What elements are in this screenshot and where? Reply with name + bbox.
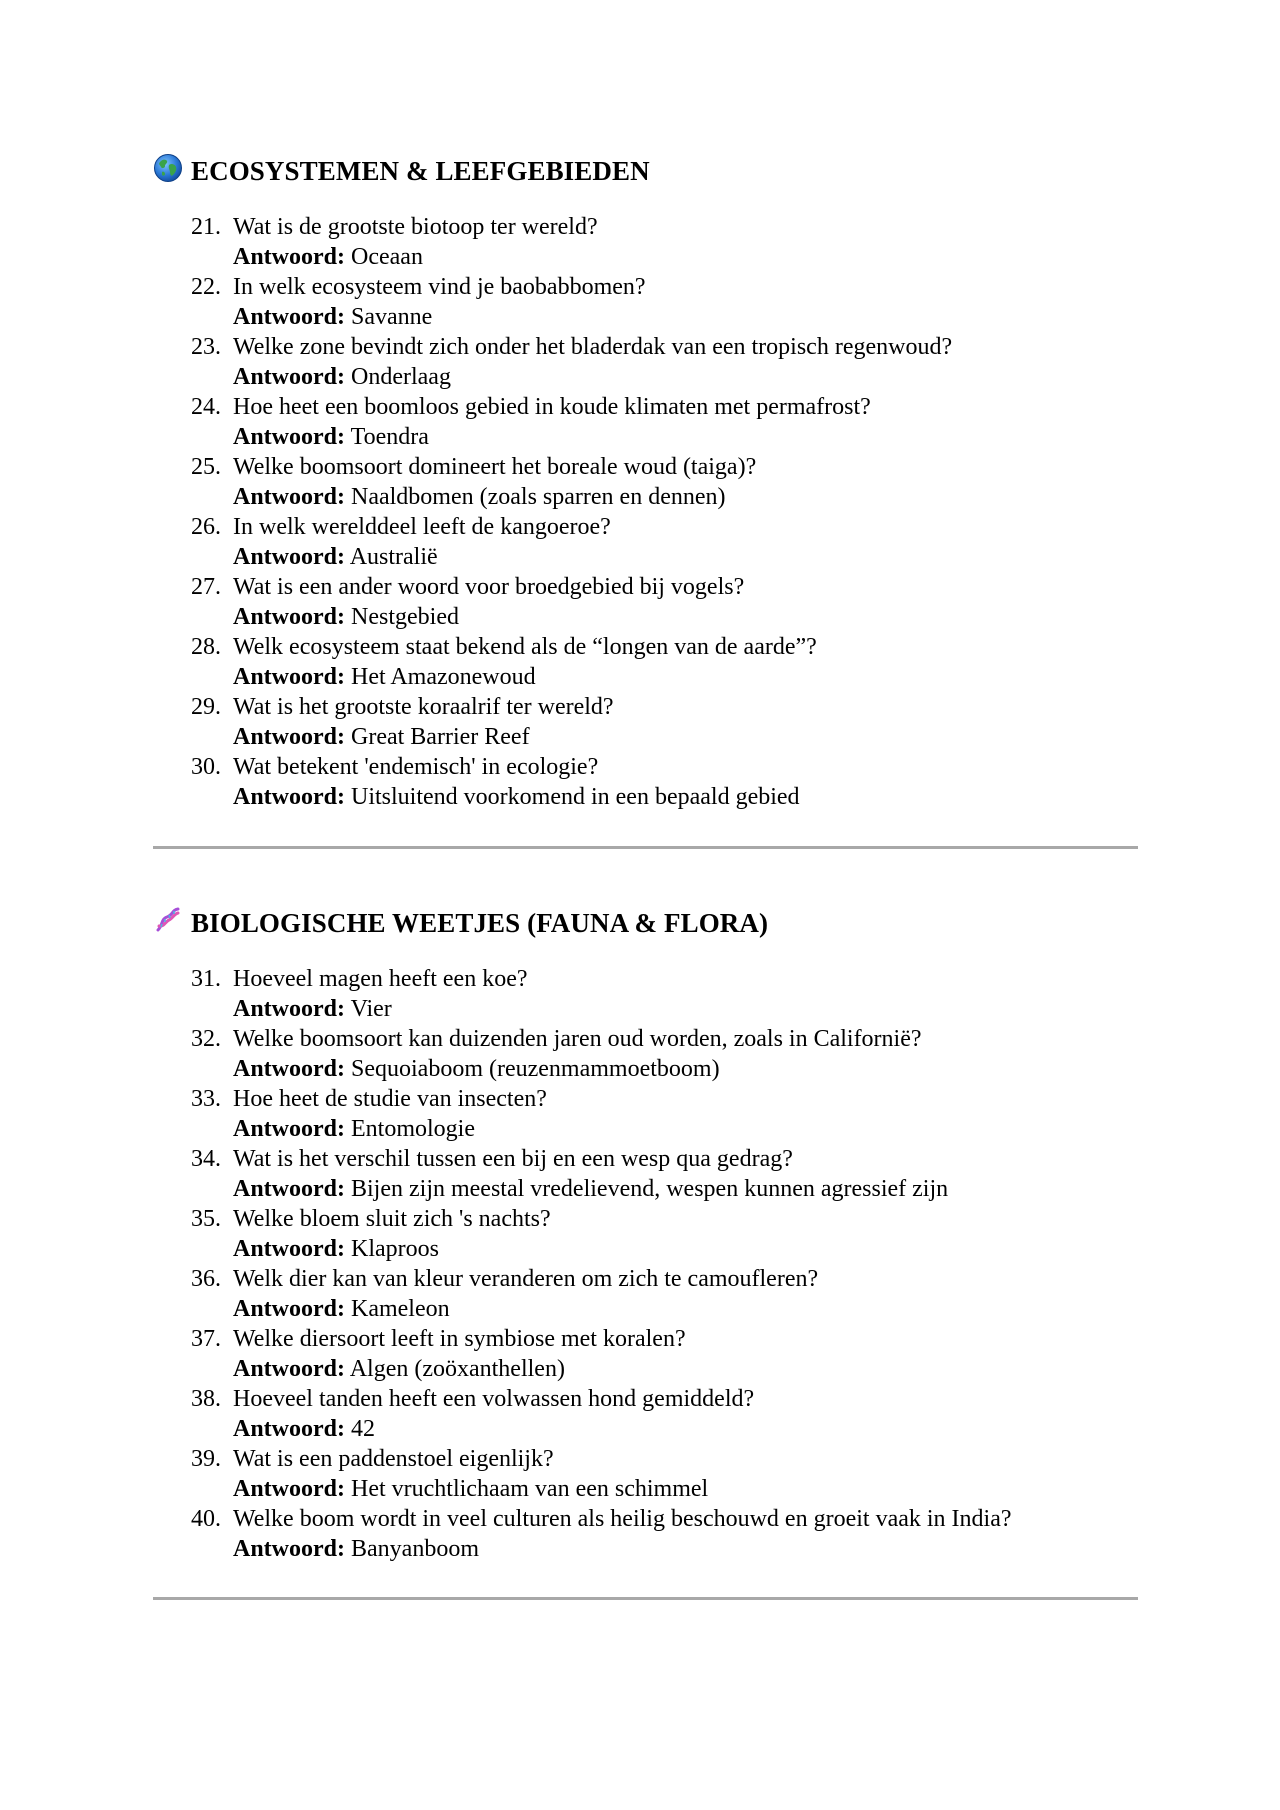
answer-text: Great Barrier Reef [351, 724, 530, 750]
question-number: 30. [191, 754, 221, 780]
answer-text: Naaldbomen (zoals sparren en dennen) [351, 484, 726, 510]
answer-label: Antwoord: [233, 1056, 345, 1082]
answer-label: Antwoord: [233, 1416, 345, 1442]
answer-text: Oceaan [351, 244, 423, 270]
qa-item [153, 1264, 1138, 1324]
section-title: ECOSYSTEMEN & LEEFGEBIEDEN [191, 155, 650, 186]
qa-item [153, 1204, 1138, 1264]
qa-item [153, 1444, 1138, 1504]
question-text: Hoe heet een boomloos gebied in koude klimaten met permafrost? [233, 394, 871, 420]
question-text: Hoe heet de studie van insecten? [233, 1086, 547, 1112]
answer-text: Banyanboom [351, 1536, 479, 1562]
qa-item [153, 332, 1138, 392]
qa-list [153, 212, 1138, 812]
dna-icon [153, 905, 183, 935]
answer-line [233, 1114, 1138, 1144]
answer-line [233, 602, 1138, 632]
question-text: Welk ecosysteem staat bekend als de “longen van de aarde”? [233, 634, 817, 660]
question-number: 28. [191, 634, 221, 660]
answer-label: Antwoord: [233, 1296, 345, 1322]
answer-line [233, 1174, 1138, 1204]
answer-label: Antwoord: [233, 996, 345, 1022]
question-number: 31. [191, 966, 221, 992]
question-text: Wat is een paddenstoel eigenlijk? [233, 1446, 554, 1472]
answer-label: Antwoord: [233, 424, 345, 450]
question-text: Welke bloem sluit zich 's nachts? [233, 1206, 551, 1232]
answer-text: Uitsluitend voorkomend in een bepaald gebied [351, 784, 800, 810]
answer-line [233, 1054, 1138, 1084]
answer-line [233, 542, 1138, 572]
answer-label: Antwoord: [233, 304, 345, 330]
answer-text: Onderlaag [351, 364, 451, 390]
answer-text: Sequoiaboom (reuzenmammoetboom) [351, 1056, 720, 1082]
question-text: Welke boomsoort kan duizenden jaren oud worden, zoals in Californië? [233, 1026, 922, 1052]
answer-label: Antwoord: [233, 544, 345, 570]
answer-text: Het Amazonewoud [351, 664, 536, 690]
qa-item [153, 572, 1138, 632]
answer-text: Australië [349, 544, 438, 570]
answer-line [233, 1534, 1138, 1564]
question-text: Wat is het grootste koraalrif ter wereld? [233, 694, 614, 720]
question-number: 29. [191, 694, 221, 720]
answer-text: Het vruchtlichaam van een schimmel [351, 1476, 709, 1502]
question-number: 40. [191, 1506, 221, 1532]
qa-item [153, 632, 1138, 692]
qa-item [153, 1024, 1138, 1084]
answer-line [233, 1474, 1138, 1504]
answer-label: Antwoord: [233, 484, 345, 510]
answer-text: Bijen zijn meestal vredelievend, wespen kunnen agressief zijn [351, 1176, 949, 1202]
question-text: Hoeveel tanden heeft een volwassen hond gemiddeld? [233, 1386, 755, 1412]
answer-text: Nestgebied [351, 604, 459, 630]
answer-label: Antwoord: [233, 784, 345, 810]
question-number: 38. [191, 1386, 221, 1412]
question-number: 36. [191, 1266, 221, 1292]
question-number: 23. [191, 334, 221, 360]
question-text: Welk dier kan van kleur veranderen om zich te camoufleren? [233, 1266, 819, 1292]
question-text: Welke diersoort leeft in symbiose met koralen? [233, 1326, 686, 1352]
question-number: 24. [191, 394, 221, 420]
qa-item [153, 1504, 1138, 1564]
answer-label: Antwoord: [233, 244, 345, 270]
question-number: 21. [191, 214, 221, 240]
answer-line [233, 662, 1138, 692]
section-heading [153, 146, 1138, 196]
answer-label: Antwoord: [233, 1176, 345, 1202]
globe-icon [153, 153, 183, 183]
answer-line [233, 482, 1138, 512]
answer-label: Antwoord: [233, 1356, 345, 1382]
answer-text: Vier [350, 996, 392, 1022]
answer-line [233, 362, 1138, 392]
question-text: In welk werelddeel leeft de kangoeroe? [233, 514, 611, 540]
question-number: 26. [191, 514, 221, 540]
answer-text: Klaproos [351, 1236, 439, 1262]
answer-line [233, 422, 1138, 452]
question-number: 32. [191, 1026, 221, 1052]
horizontal-divider [153, 1597, 1138, 1600]
question-text: In welk ecosysteem vind je baobabbomen? [233, 274, 646, 300]
answer-text: Entomologie [351, 1116, 475, 1142]
answer-label: Antwoord: [233, 1236, 345, 1262]
answer-text: Savanne [351, 304, 433, 330]
answer-line [233, 302, 1138, 332]
qa-item [153, 964, 1138, 1024]
question-text: Welke zone bevindt zich onder het bladerdak van een tropisch regenwoud? [233, 334, 953, 360]
question-number: 39. [191, 1446, 221, 1472]
qa-item [153, 1144, 1138, 1204]
qa-item [153, 392, 1138, 452]
question-text: Welke boom wordt in veel culturen als heilig beschouwd en groeit vaak in India? [233, 1506, 1012, 1532]
qa-item [153, 1384, 1138, 1444]
question-number: 27. [191, 574, 221, 600]
question-text: Welke boomsoort domineert het boreale woud (taiga)? [233, 454, 757, 480]
answer-label: Antwoord: [233, 604, 345, 630]
qa-item [153, 1084, 1138, 1144]
question-text: Hoeveel magen heeft een koe? [233, 966, 528, 992]
qa-item [153, 512, 1138, 572]
horizontal-divider [153, 846, 1138, 849]
section-title: BIOLOGISCHE WEETJES (FAUNA & FLORA) [191, 907, 769, 938]
answer-label: Antwoord: [233, 664, 345, 690]
answer-line [233, 1294, 1138, 1324]
question-number: 33. [191, 1086, 221, 1112]
answer-label: Antwoord: [233, 724, 345, 750]
answer-label: Antwoord: [233, 364, 345, 390]
section-biology [153, 898, 1138, 1564]
answer-line [233, 1354, 1138, 1384]
question-text: Wat is de grootste biotoop ter wereld? [233, 214, 598, 240]
answer-text: 42 [351, 1416, 375, 1442]
answer-line [233, 1234, 1138, 1264]
question-number: 37. [191, 1326, 221, 1352]
answer-label: Antwoord: [233, 1116, 345, 1142]
answer-line [233, 722, 1138, 752]
question-number: 25. [191, 454, 221, 480]
section-ecosystems [153, 146, 1138, 812]
question-number: 34. [191, 1146, 221, 1172]
answer-line [233, 242, 1138, 272]
answer-text: Kameleon [351, 1296, 450, 1322]
question-text: Wat is het verschil tussen een bij en een wesp qua gedrag? [233, 1146, 793, 1172]
qa-list [153, 964, 1138, 1564]
qa-item [153, 1324, 1138, 1384]
answer-line [233, 994, 1138, 1024]
section-heading [153, 898, 1138, 948]
qa-item [153, 452, 1138, 512]
answer-line [233, 1414, 1138, 1444]
answer-line [233, 782, 1138, 812]
answer-label: Antwoord: [233, 1536, 345, 1562]
question-number: 35. [191, 1206, 221, 1232]
question-text: Wat betekent 'endemisch' in ecologie? [233, 754, 599, 780]
qa-item [153, 212, 1138, 272]
question-text: Wat is een ander woord voor broedgebied bij vogels? [233, 574, 745, 600]
answer-label: Antwoord: [233, 1476, 345, 1502]
answer-text: Algen (zoöxanthellen) [349, 1356, 565, 1382]
qa-item [153, 692, 1138, 752]
qa-item [153, 752, 1138, 812]
answer-text: Toendra [350, 424, 429, 450]
qa-item [153, 272, 1138, 332]
question-number: 22. [191, 274, 221, 300]
